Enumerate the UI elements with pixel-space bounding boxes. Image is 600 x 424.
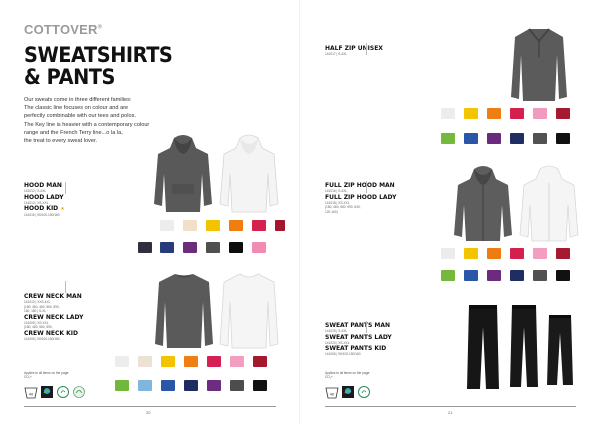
page-number: 20	[146, 410, 151, 415]
swatch	[138, 380, 152, 391]
swatch	[184, 356, 198, 367]
swatch	[464, 133, 478, 144]
swatch	[252, 220, 266, 231]
crew-description	[65, 281, 135, 293]
swatch	[441, 133, 455, 144]
swatch	[207, 380, 221, 391]
swatch	[206, 242, 220, 253]
pants-spec-table	[367, 339, 380, 352]
sizes-note: Applies to all items on the page: CO₂+	[24, 371, 70, 379]
swatch	[533, 248, 547, 259]
swatch	[253, 356, 267, 367]
hood-grey-garment	[152, 134, 214, 214]
halfzip-grey-garment	[509, 27, 569, 103]
kid-star-icon: ★	[60, 206, 65, 213]
swatch	[487, 248, 501, 259]
swatch	[464, 248, 478, 259]
fairtrade-icon	[40, 385, 54, 399]
brand-logo: COTTOVER®	[24, 22, 103, 37]
swatch	[510, 248, 524, 259]
swatch	[556, 133, 570, 144]
swatch	[230, 356, 244, 367]
organic-icon	[357, 385, 371, 399]
swatch	[533, 108, 547, 119]
swatch	[533, 270, 547, 281]
sizes-note-right: Applies to all items on the page: CO₂+	[325, 371, 371, 379]
swatch	[510, 270, 524, 281]
swatch	[441, 270, 455, 281]
swatch	[161, 356, 175, 367]
footer-rule	[24, 406, 276, 407]
swatch	[115, 380, 129, 391]
pants-description	[366, 321, 436, 333]
swatch	[160, 242, 174, 253]
hood-spec-table	[66, 198, 79, 211]
swatch	[510, 108, 524, 119]
headline-line-2: & PANTS	[24, 65, 115, 89]
swatch	[441, 248, 455, 259]
swatch	[252, 242, 266, 253]
fullzip-white-garment	[518, 165, 580, 243]
pants-lady-garment	[508, 303, 540, 389]
swatch	[487, 270, 501, 281]
swatch	[487, 133, 501, 144]
page-number-right: 21	[448, 410, 453, 415]
halfzip-description	[366, 43, 436, 55]
fairtrade-icon	[341, 385, 355, 399]
swatch	[229, 220, 243, 231]
ecolabel-icon	[72, 385, 86, 399]
swatch	[115, 356, 129, 367]
swatch	[510, 133, 524, 144]
swatch	[464, 108, 478, 119]
pants-product-list: SWEAT PANTS MAN 141019 | S-4XL SWEAT PANTS LADY 141020 | XS-XXL SWEAT PANTS KID 141006 | 90/100-150/160	[325, 322, 392, 357]
pants-kid-garment	[546, 313, 574, 387]
hood-product-list: HOOD MAN 141012 | S-4XL HOOD LADY 141013 | XS-XXL HOOD KID ★ 141015 | 90/100-150/160	[24, 182, 65, 218]
wash-40-icon	[24, 385, 38, 399]
swatch	[487, 108, 501, 119]
swatch	[230, 380, 244, 391]
swatch	[556, 108, 570, 119]
swatch	[556, 270, 570, 281]
fullzip-product-list: FULL ZIP HOOD MAN 141016 | S-4XL FULL ZIP HOOD LADY 141018 | XS-XXL (180, 460, 560, 590, 640, 120-160)	[325, 182, 397, 214]
organic-icon	[56, 385, 70, 399]
swatch	[160, 220, 174, 231]
pants-man-garment	[466, 303, 500, 391]
halfzip-product-list: HALF ZIP UNISEX 141017 | S-4XL	[325, 45, 383, 56]
hood-white-garment	[218, 134, 280, 214]
swatch	[138, 356, 152, 367]
swatch	[556, 248, 570, 259]
swatch	[533, 133, 547, 144]
swatch	[275, 220, 285, 231]
swatch	[183, 242, 197, 253]
swatch	[161, 380, 175, 391]
swatch	[206, 220, 220, 231]
hood-description	[65, 182, 135, 194]
swatch	[184, 380, 198, 391]
swatch	[253, 380, 267, 391]
headline-line-1: SWEATSHIRTS	[24, 43, 173, 67]
svg-text:40: 40	[28, 391, 34, 397]
crew-product-list: CREW NECK MAN 141010 | XXS-4XL (180, 460, 460, 560, 590, 160, 180 | S-XL CREW NECK LADY 141009 | XS-XXL (180, 460, 560, 590, CREW NECK KID 141005 | 90/100-150/160	[24, 293, 84, 341]
swatch	[441, 108, 455, 119]
svg-text:40: 40	[329, 391, 335, 397]
fullzip-spec-table	[367, 200, 380, 213]
crew-white-garment	[218, 272, 280, 350]
footer-rule-right	[325, 406, 576, 407]
crew-grey-garment	[153, 272, 215, 350]
wash-40-icon	[325, 385, 339, 399]
swatch	[183, 220, 197, 231]
page-gutter	[299, 0, 300, 424]
swatch	[229, 242, 243, 253]
fullzip-description	[366, 181, 436, 193]
crew-spec-table	[66, 299, 79, 312]
swatch	[464, 270, 478, 281]
page-headline	[24, 44, 172, 88]
swatch	[207, 356, 221, 367]
halfzip-spec-table	[367, 61, 380, 74]
intro-paragraph: Our sweats come in three different families: The classic line focuses on colour and are perfectly combinable with our tees and polos. The Key line is heavier with a contemporary colour range and the French Terry line...o la la, the treat to every sweat lover.	[24, 97, 150, 145]
swatch	[138, 242, 152, 253]
fullzip-grey-garment	[452, 165, 514, 243]
